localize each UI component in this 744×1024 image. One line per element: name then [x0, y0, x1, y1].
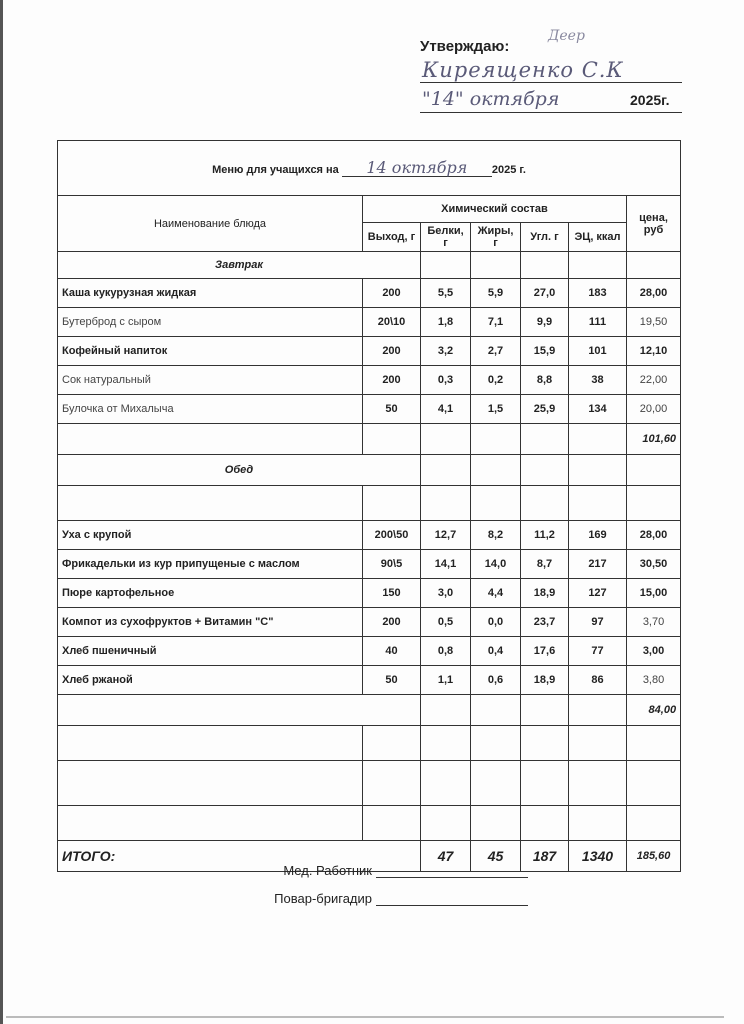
total-energy: 1340 — [569, 841, 627, 872]
empty-row — [58, 726, 681, 761]
empty-row — [58, 806, 681, 841]
total-carbs: 187 — [521, 841, 569, 872]
chef-signature-line — [376, 891, 528, 906]
table-row: Хлеб пшеничный 40 0,8 0,4 17,6 77 3,00 — [58, 637, 681, 666]
scan-edge-bottom — [6, 1016, 724, 1018]
medic-signature-line — [376, 863, 528, 878]
medic-signature: Мед. Работник — [262, 850, 528, 878]
approval-date-line — [420, 112, 682, 113]
empty-row — [58, 761, 681, 806]
page-title: Меню для учащихся на 14 октября 2025 г. — [58, 141, 681, 196]
header-chem: Химический состав — [363, 196, 627, 223]
scan-edge — [0, 0, 3, 1024]
table-row: Сок натуральный 200 0,3 0,2 8,8 38 22,00 — [58, 366, 681, 395]
header-carbs: Угл. г — [521, 223, 569, 252]
chef-signature: Повар-бригадир — [262, 878, 528, 906]
approval-label: Утверждаю: — [420, 38, 510, 55]
table-row: Фрикадельки из кур припущеные с маслом 90\5 14,1 14,0 8,7 217 30,50 — [58, 550, 681, 579]
lunch-subtotal: 84,00 — [627, 695, 681, 726]
table-row: Хлеб ржаной 50 1,1 0,6 18,9 86 3,80 — [58, 666, 681, 695]
table-row: Булочка от Михалыча 50 4,1 1,5 25,9 134 20,00 — [58, 395, 681, 424]
header-fat: Жиры, г — [471, 223, 521, 252]
breakfast-subtotal-row — [58, 424, 681, 455]
approval-date: "14" октября — [422, 88, 560, 110]
total-price: 185,60 — [627, 841, 681, 872]
lunch-subtotal-row — [58, 695, 681, 726]
total-fat: 45 — [471, 841, 521, 872]
approver-line — [420, 82, 682, 83]
section-breakfast: Завтрак — [58, 252, 421, 279]
empty-row — [58, 486, 681, 521]
table-row: Каша кукурузная жидкая 200 5,5 5,9 27,0 183 28,00 — [58, 279, 681, 308]
total-protein: 47 — [421, 841, 471, 872]
header-yield: Выход, г — [363, 223, 421, 252]
table-row: Кофейный напиток 200 3,2 2,7 15,9 101 12,10 — [58, 337, 681, 366]
total-label: ИТОГО: — [58, 841, 421, 872]
breakfast-subtotal: 101,60 — [627, 424, 681, 455]
header-energy: ЭЦ, ккал — [569, 223, 627, 252]
menu-date: 14 октября — [342, 160, 492, 177]
header-protein: Белки, г — [421, 223, 471, 252]
approver-name: Киреященко С.К — [422, 58, 624, 82]
approval-year: 2025г. — [630, 92, 670, 108]
table-row: Пюре картофельное 150 3,0 4,4 18,9 127 15,00 — [58, 579, 681, 608]
header-name: Наименование блюда — [58, 196, 363, 252]
menu-table — [57, 140, 681, 872]
table-row: Компот из сухофруктов + Витамин "С" 200 0,5 0,0 23,7 97 3,70 — [58, 608, 681, 637]
table-row: Уха с крупой 200\50 12,7 8,2 11,2 169 28,00 — [58, 521, 681, 550]
approval-signature: Деер — [548, 28, 585, 44]
table-row: Бутерброд с сыром 20\10 1,8 7,1 9,9 111 19,50 — [58, 308, 681, 337]
signatures-block — [262, 850, 528, 906]
section-lunch: Обед — [58, 455, 421, 486]
header-price: цена, руб — [627, 196, 681, 252]
